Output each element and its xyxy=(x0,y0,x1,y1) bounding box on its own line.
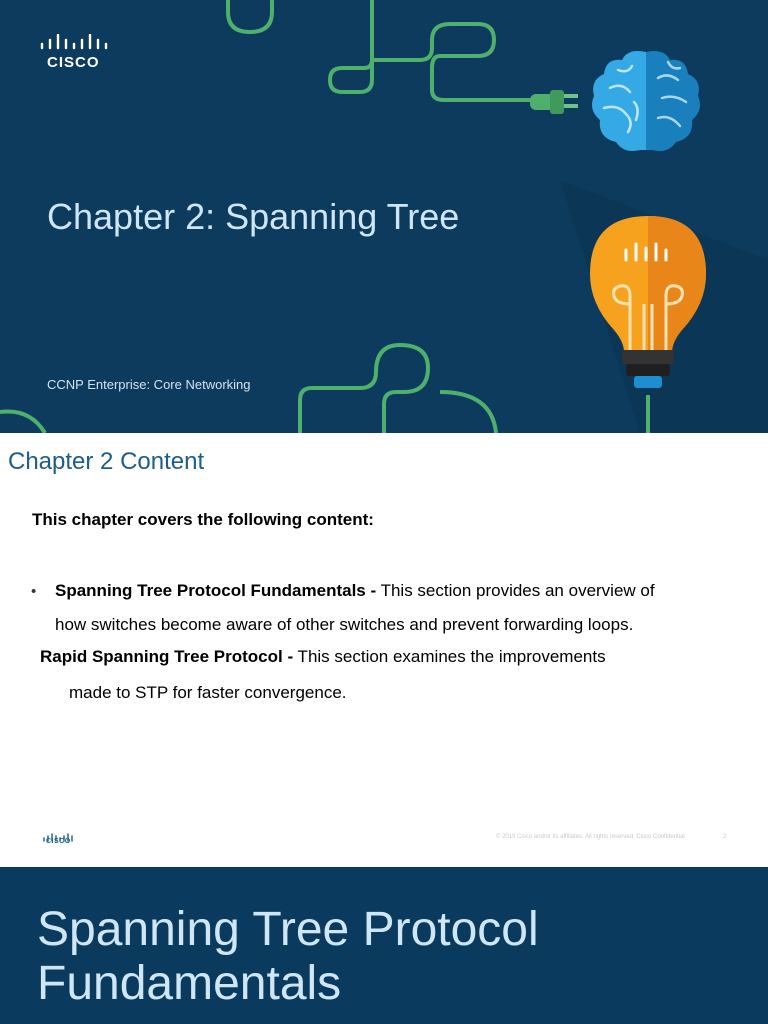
content-slide xyxy=(0,433,768,867)
slide-subtitle: CCNP Enterprise: Core Networking xyxy=(47,377,251,392)
cisco-logo-text: CISCO xyxy=(47,54,100,71)
item-2-line-2: made to STP for faster convergence. xyxy=(69,683,347,702)
item-1-text: This section provides an overview of xyxy=(376,581,655,600)
footer-logo-text: CISCO xyxy=(46,838,71,845)
item-2-text: This section examines the improvements xyxy=(293,647,606,666)
section-title xyxy=(37,903,539,1011)
footer-copyright: © 2019 Cisco and/or its affiliates. All rights reserved. Cisco Confidential xyxy=(496,834,685,840)
lightbulb-icon xyxy=(586,214,710,392)
brain-icon xyxy=(588,48,706,156)
cisco-bars-icon xyxy=(40,34,110,52)
plug-icon xyxy=(528,86,584,116)
item-1-heading: Spanning Tree Protocol Fundamentals - xyxy=(55,581,377,600)
content-intro: This chapter covers the following content: xyxy=(32,510,374,529)
item-1-line-2: how switches become aware of other switches and prevent forwarding loops. xyxy=(55,615,634,634)
slide-title: Chapter 2: Spanning Tree xyxy=(47,196,460,237)
title-slide xyxy=(0,0,768,433)
bullet-icon: • xyxy=(31,583,37,600)
content-title: Chapter 2 Content xyxy=(8,448,205,475)
section-slide xyxy=(0,867,768,1024)
section-title-line-1: Spanning Tree Protocol xyxy=(37,903,539,956)
footer-page-number: 2 xyxy=(723,834,727,840)
item-1-line-1 xyxy=(55,581,655,601)
item-2-heading: Rapid Spanning Tree Protocol - xyxy=(40,647,294,666)
cisco-logo xyxy=(40,34,110,70)
footer-cisco-logo xyxy=(42,829,74,847)
section-title-line-2: Fundamentals xyxy=(37,957,342,1010)
item-2-line-1 xyxy=(40,647,606,667)
